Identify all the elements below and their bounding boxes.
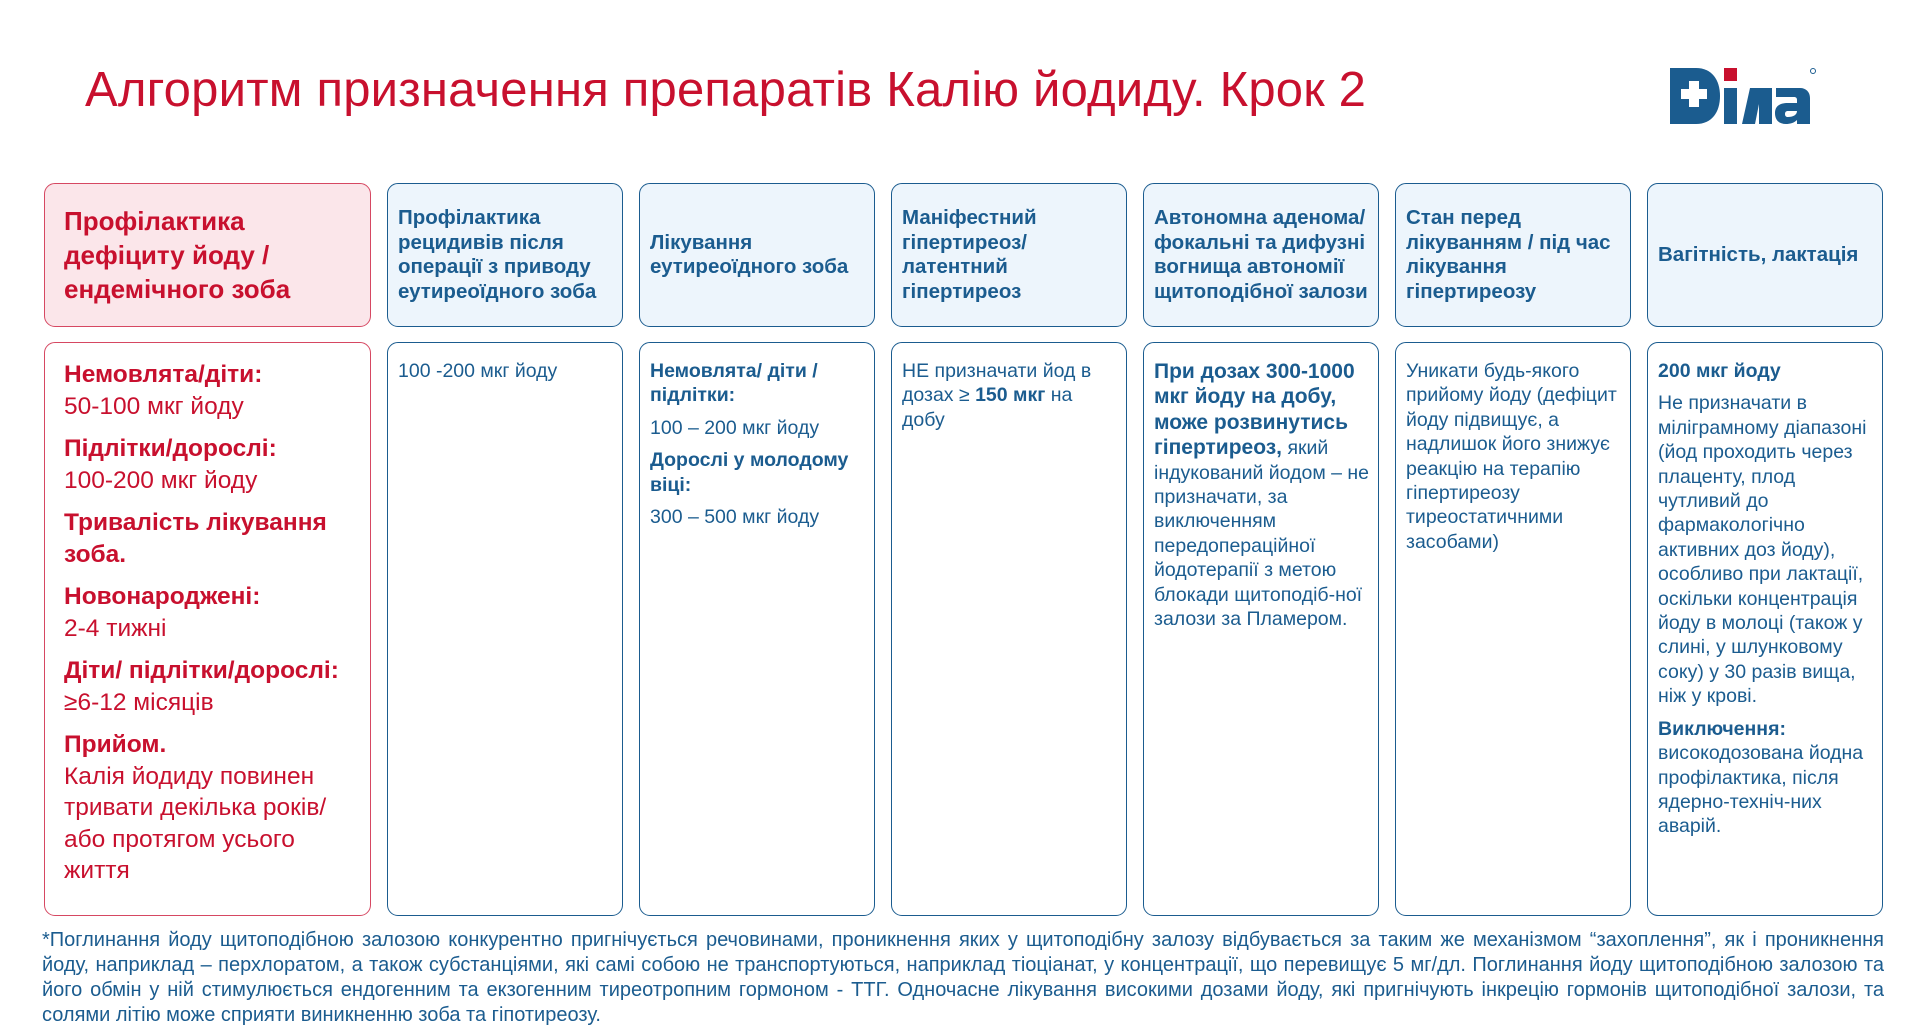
column-body-euthyroid-goiter bbox=[639, 342, 875, 916]
dose-warning-bold: При дозах 300-1000 мкг йоду на добу, може розвинутись гіпертиреоз, bbox=[1154, 360, 1355, 460]
kids-label: Діти/ підлітки/дорослі: bbox=[64, 657, 339, 684]
adults-dose: 300 – 500 мкг йоду bbox=[650, 506, 820, 529]
infants-dose: 50-100 мкг йоду bbox=[64, 392, 244, 420]
teens-dose: 100-200 мкг йоду bbox=[64, 466, 258, 494]
exclusion-text: високодозована йодна профілактика, після ядерно-техніч-них аварій. bbox=[1658, 742, 1864, 838]
column-body-pregnancy bbox=[1647, 342, 1883, 916]
brand-logo bbox=[1668, 62, 1816, 126]
adults-label: Дорослі у молодому віці: bbox=[650, 449, 849, 496]
column-body-prophylaxis bbox=[44, 342, 371, 916]
column-body-hyperthyroidism bbox=[891, 342, 1127, 916]
warning-text-end: на добу bbox=[902, 384, 1073, 431]
intake-text: Калія йодиду повинен тривати декілька років/ або протягом усього життя bbox=[64, 762, 327, 884]
column-header-label: Профілактика рецидивів після операції з приводу еутиреоїдного зоба bbox=[398, 206, 597, 303]
footnote: *Поглинання йоду щитоподібною залозою конкурентно пригнічується речовинами, проникнення яких у щитоподібну залозу відбувається за таким же механізмом “захоплення”, як і проникнення йоду, наприклад – перхлоратом, а також субстанціями, які самі собою не транспортуються, наприклад тіоціанат, у концентрації, що перевищує 5 мг/дл. Поглинання йоду щитоподібною залозою та його обмін у ній стимулюється ендогенним та екзогенним тиреотропним гормоном - ТТГ. Одночасне лікування високими дозами йоду, які пригнічують інкрецію гормонів щитоподібної залози, та солями літію може сприяти виникненню зоба та гіпотиреозу. bbox=[42, 929, 1884, 1026]
duration-label: Тривалість лікування зоба. bbox=[64, 509, 327, 568]
infants-label: Немовлята/діти: bbox=[64, 361, 263, 388]
column-header-hyperthyroidism bbox=[891, 183, 1127, 327]
column-header-prophylaxis bbox=[44, 183, 371, 327]
warning-dose: 150 мкг bbox=[975, 384, 1046, 407]
column-header-label: Профілактика дефіциту йоду /ендемічного зоба bbox=[64, 206, 291, 304]
column-header-pregnancy bbox=[1647, 183, 1883, 327]
column-body-relapse-prevention bbox=[387, 342, 623, 916]
warning-text: НЕ призначати йод в дозах ≥ bbox=[902, 360, 1092, 407]
infants-dose: 100 – 200 мкг йоду bbox=[650, 416, 820, 439]
dose-text: 100 -200 мкг йоду bbox=[398, 360, 558, 382]
infants-label: Немовлята/ діти / підлітки: bbox=[650, 360, 818, 407]
column-header-label: Стан перед лікуванням / під час лікування гіпертиреозу bbox=[1406, 206, 1611, 303]
newborn-value: 2-4 тижні bbox=[64, 614, 167, 642]
exclusion-label: Виключення: bbox=[1658, 717, 1786, 740]
column-body-autonomous-adenoma bbox=[1143, 342, 1379, 916]
column-body-pre-treatment bbox=[1395, 342, 1631, 916]
column-header-label: Маніфестний гіпертиреоз/ латентний гіпертиреоз bbox=[902, 206, 1037, 303]
column-header-pre-treatment bbox=[1395, 183, 1631, 327]
column-header-autonomous-adenoma bbox=[1143, 183, 1379, 327]
pregnancy-text: Не призначати в міліграмному діапазоні (йод проходить через плаценту, плод чутливий до фармакологічно активних доз йоду), особливо при лактації, оскільки концентрація йоду в молоці (також у слині, у шлунковому соку) у 30 разів вища, ніж у крові. bbox=[1658, 392, 1867, 708]
column-header-euthyroid-goiter bbox=[639, 183, 875, 327]
column-header-label: Автономна аденома/фокальні та дифузні вогнища автономії щитоподібної залози bbox=[1154, 206, 1368, 303]
newborn-label: Новонароджені: bbox=[64, 583, 261, 610]
kids-value: ≥6-12 місяців bbox=[64, 688, 214, 716]
dose-warning-text: який індукований йодом – не призначати, за виключенням передопераційної йодотерапії з метою блокади щитоподіб-ної залози за Пламером. bbox=[1154, 437, 1370, 631]
dose-text: 200 мкг йоду bbox=[1658, 360, 1781, 382]
intake-label: Прийом. bbox=[64, 731, 167, 758]
column-header-relapse-prevention bbox=[387, 183, 623, 327]
column-header-label: Вагітність, лактація bbox=[1658, 242, 1859, 266]
page-title: Алгоритм призначення препаратів Калію йодиду. Крок 2 bbox=[85, 63, 1367, 117]
advice-text: Уникати будь-якого прийому йоду (дефіцит йоду підвищує, а надлишок його знижує реакцію на терапію гіпертиреозу тиреостатичними засобами) bbox=[1406, 360, 1617, 553]
column-header-label: Лікування еутиреоїдного зоба bbox=[650, 230, 849, 278]
teens-label: Підлітки/дорослі: bbox=[64, 435, 277, 462]
